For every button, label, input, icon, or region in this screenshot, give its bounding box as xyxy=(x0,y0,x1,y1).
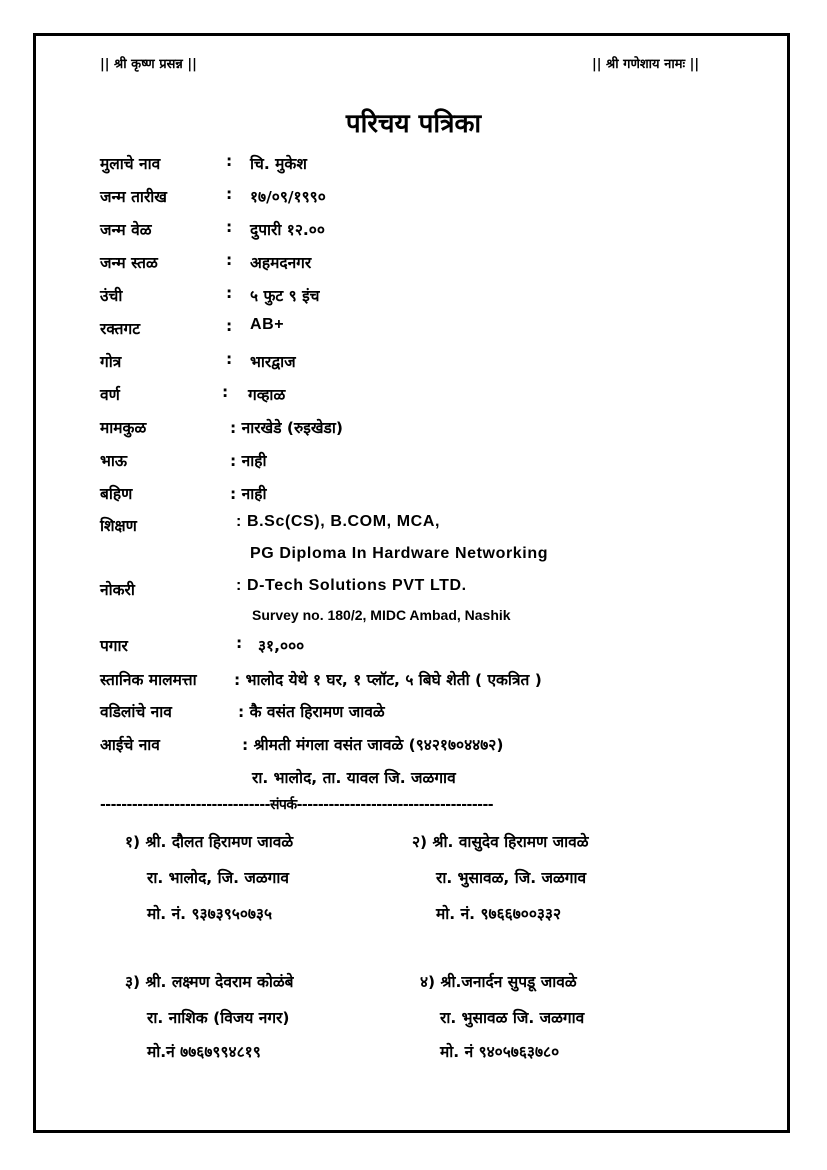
field-value-property: : भालोद येथे १ घर, १ प्लॉट, ५ बिघे शेती ( एकत्रित ) xyxy=(234,671,542,689)
page-title: परिचय पत्रिका xyxy=(345,109,482,139)
contact-2-phone: मो. नं. ९७६६७००३३२ xyxy=(436,905,562,923)
field-sep-name: : xyxy=(226,152,233,170)
field-value-dob: १७/०९/१९९० xyxy=(250,188,326,206)
field-sep-blood-group: : xyxy=(226,317,233,335)
field-sep-salary: : xyxy=(236,634,243,652)
field-value-brother: : नाही xyxy=(230,452,267,470)
field-label-maternal-family: मामकुळ xyxy=(100,419,147,437)
contact-divider: --------------------------------संपर्क------------------------------------- xyxy=(100,797,494,813)
field-label-height: उंची xyxy=(100,287,123,305)
field-sep-complexion: : xyxy=(222,383,229,401)
field-label-birth-time: जन्म वेळ xyxy=(100,221,152,239)
contact-2-name: २) श्री. वासुदेव हिरामण जावळे xyxy=(412,833,589,851)
field-sep-dob: : xyxy=(226,185,233,203)
field-sep-gotra: : xyxy=(226,350,233,368)
contact-3-name: ३) श्री. लक्ष्मण देवराम कोळंबे xyxy=(125,973,294,991)
contact-3-phone: मो.नं ७७६७९९४८१९ xyxy=(147,1043,261,1061)
field-value-job: : D-Tech Solutions PVT LTD. xyxy=(236,577,467,594)
field-label-name: मुलाचे नाव xyxy=(100,155,161,173)
field-label-mother-name: आईचे नाव xyxy=(100,736,160,754)
field-label-brother: भाऊ xyxy=(100,452,128,470)
field-value-gotra: भारद्वाज xyxy=(250,353,296,371)
field-sep-birth-time: : xyxy=(226,218,233,236)
field-value-height: ५ फुट ९ इंच xyxy=(250,287,320,305)
field-label-sister: बहिण xyxy=(100,485,133,503)
field-label-property: स्तानिक मालमत्ता xyxy=(100,671,197,689)
field-value-maternal-family: : नारखेडे (रुइखेडा) xyxy=(230,419,343,437)
contact-4-name: ४) श्री.जनार्दन सुपडू जावळे xyxy=(420,973,577,991)
field-value-education-line2: PG Diploma In Hardware Networking xyxy=(250,545,549,562)
contact-1-phone: मो. नं. ९३७३९५०७३५ xyxy=(147,905,273,923)
field-label-father-name: वडिलांचे नाव xyxy=(100,703,172,721)
field-sep-height: : xyxy=(226,284,233,302)
field-value-job-address: Survey no. 180/2, MIDC Ambad, Nashik xyxy=(252,607,511,623)
contact-4-address: रा. भुसावळ जि. जळगाव xyxy=(440,1009,585,1027)
field-sep-birth-place: : xyxy=(226,251,233,269)
header-left-invocation: || श्री कृष्ण प्रसन्न || xyxy=(100,57,197,72)
field-label-job: नोकरी xyxy=(100,581,135,599)
contact-3-address: रा. नाशिक (विजय नगर) xyxy=(147,1009,290,1027)
field-label-gotra: गोत्र xyxy=(100,353,122,371)
field-value-mother-name: : श्रीमती मंगला वसंत जावळे (९४२१७०४४७२) xyxy=(242,736,504,754)
field-value-sister: : नाही xyxy=(230,485,267,503)
contact-1-address: रा. भालोद, जि. जळगाव xyxy=(147,869,290,887)
header-right-invocation: || श्री गणेशाय नामः || xyxy=(592,57,700,72)
field-label-salary: पगार xyxy=(100,637,128,655)
field-value-birth-place: अहमदनगर xyxy=(250,254,312,272)
contact-4-phone: मो. नं ९४०५७६३७८० xyxy=(440,1043,560,1061)
field-value-birth-time: दुपारी १२.०० xyxy=(250,221,325,239)
field-label-blood-group: रक्तगट xyxy=(100,320,141,338)
contact-2-address: रा. भुसावळ, जि. जळगाव xyxy=(436,869,587,887)
field-value-father-name: : कै वसंत हिरामण जावळे xyxy=(238,703,385,721)
field-label-birth-place: जन्म स्तळ xyxy=(100,254,158,272)
field-value-blood-group: AB+ xyxy=(250,316,285,333)
field-value-salary: ३१,००० xyxy=(258,637,305,655)
field-label-dob: जन्म तारीख xyxy=(100,188,167,206)
contact-1-name: १) श्री. दौलत हिरामण जावळे xyxy=(125,833,294,851)
field-value-education: : B.Sc(CS), B.COM, MCA, xyxy=(236,513,441,530)
field-value-name: चि. मुकेश xyxy=(250,155,307,173)
field-value-mother-address: रा. भालोद, ता. यावल जि. जळगाव xyxy=(252,769,456,787)
field-label-complexion: वर्ण xyxy=(100,386,120,404)
field-value-complexion: गव्हाळ xyxy=(248,386,286,404)
field-label-education: शिक्षण xyxy=(100,517,137,535)
